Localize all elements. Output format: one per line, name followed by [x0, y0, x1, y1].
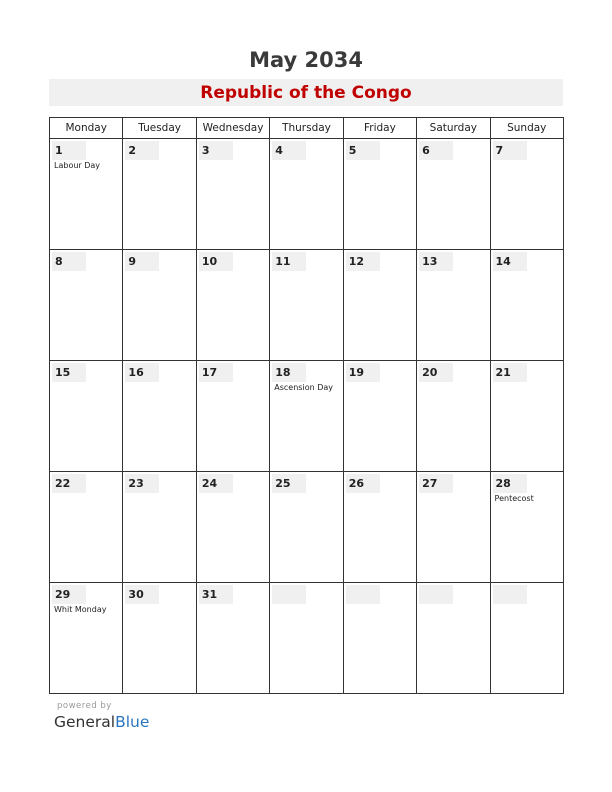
day-cell[interactable]	[490, 139, 563, 250]
holiday-label: Ascension Day	[274, 383, 333, 392]
day-number: 6	[419, 141, 453, 160]
day-cell[interactable]	[123, 139, 196, 250]
weekday-header: Monday	[50, 118, 123, 139]
day-number	[419, 585, 453, 604]
day-cell[interactable]	[417, 583, 490, 694]
day-number: 30	[125, 585, 159, 604]
day-cell[interactable]	[123, 472, 196, 583]
day-number: 23	[125, 474, 159, 493]
day-cell[interactable]	[270, 250, 343, 361]
day-cell[interactable]	[196, 472, 269, 583]
day-cell[interactable]	[417, 139, 490, 250]
day-number: 14	[493, 252, 527, 271]
day-cell[interactable]	[417, 250, 490, 361]
brand-general: General	[54, 713, 116, 731]
day-number: 11	[272, 252, 306, 271]
day-cell[interactable]	[417, 361, 490, 472]
day-number: 16	[125, 363, 159, 382]
day-cell[interactable]	[343, 139, 416, 250]
powered-by-text: powered by	[57, 701, 112, 711]
day-number: 3	[199, 141, 233, 160]
day-number	[493, 585, 527, 604]
country-banner	[49, 79, 563, 106]
day-number: 17	[199, 363, 233, 382]
calendar-grid	[49, 117, 564, 694]
day-number: 31	[199, 585, 233, 604]
day-number: 21	[493, 363, 527, 382]
holiday-label: Labour Day	[54, 161, 101, 170]
weekday-header: Wednesday	[196, 118, 269, 139]
day-number: 10	[199, 252, 233, 271]
weekday-header-row	[50, 118, 564, 139]
weekday-header: Friday	[343, 118, 416, 139]
day-number: 9	[125, 252, 159, 271]
week-row	[50, 361, 564, 472]
day-number: 29	[52, 585, 86, 604]
day-cell[interactable]	[50, 139, 123, 250]
holiday-label: Whit Monday	[54, 605, 107, 614]
page-title: May 2034	[249, 48, 363, 72]
day-cell[interactable]	[343, 361, 416, 472]
day-cell[interactable]	[490, 472, 563, 583]
week-row	[50, 139, 564, 250]
day-number: 22	[52, 474, 86, 493]
day-cell[interactable]	[50, 250, 123, 361]
day-cell[interactable]	[50, 361, 123, 472]
week-row	[50, 583, 564, 694]
day-cell[interactable]	[270, 472, 343, 583]
day-cell[interactable]	[270, 583, 343, 694]
calendar-body	[50, 139, 564, 694]
day-number: 25	[272, 474, 306, 493]
brand-blue: Blue	[115, 713, 150, 731]
day-number: 18	[272, 363, 306, 382]
day-cell[interactable]	[50, 583, 123, 694]
day-cell[interactable]	[490, 583, 563, 694]
weekday-header: Tuesday	[123, 118, 196, 139]
day-cell[interactable]	[196, 250, 269, 361]
day-cell[interactable]	[196, 361, 269, 472]
day-number: 28	[493, 474, 527, 493]
day-number	[346, 585, 380, 604]
brand-logo[interactable]	[54, 713, 149, 731]
day-cell[interactable]	[123, 583, 196, 694]
day-number: 4	[272, 141, 306, 160]
week-row	[50, 472, 564, 583]
day-number: 27	[419, 474, 453, 493]
day-number: 12	[346, 252, 380, 271]
day-cell[interactable]	[417, 472, 490, 583]
day-cell[interactable]	[123, 250, 196, 361]
day-number: 8	[52, 252, 86, 271]
day-cell[interactable]	[50, 472, 123, 583]
week-row	[50, 250, 564, 361]
day-cell[interactable]	[490, 361, 563, 472]
holiday-label: Pentecost	[494, 494, 534, 503]
country-name: Republic of the Congo	[200, 83, 412, 103]
day-number: 5	[346, 141, 380, 160]
weekday-header: Thursday	[270, 118, 343, 139]
day-number: 7	[493, 141, 527, 160]
day-cell[interactable]	[343, 583, 416, 694]
day-cell[interactable]	[343, 472, 416, 583]
day-number: 1	[52, 141, 86, 160]
weekday-header: Sunday	[490, 118, 563, 139]
day-number	[272, 585, 306, 604]
day-cell[interactable]	[270, 139, 343, 250]
day-cell[interactable]	[270, 361, 343, 472]
day-number: 15	[52, 363, 86, 382]
day-number: 2	[125, 141, 159, 160]
day-cell[interactable]	[196, 583, 269, 694]
day-cell[interactable]	[196, 139, 269, 250]
day-number: 26	[346, 474, 380, 493]
day-number: 20	[419, 363, 453, 382]
day-number: 13	[419, 252, 453, 271]
day-cell[interactable]	[490, 250, 563, 361]
day-number: 24	[199, 474, 233, 493]
day-cell[interactable]	[343, 250, 416, 361]
day-cell[interactable]	[123, 361, 196, 472]
weekday-header: Saturday	[417, 118, 490, 139]
day-number: 19	[346, 363, 380, 382]
